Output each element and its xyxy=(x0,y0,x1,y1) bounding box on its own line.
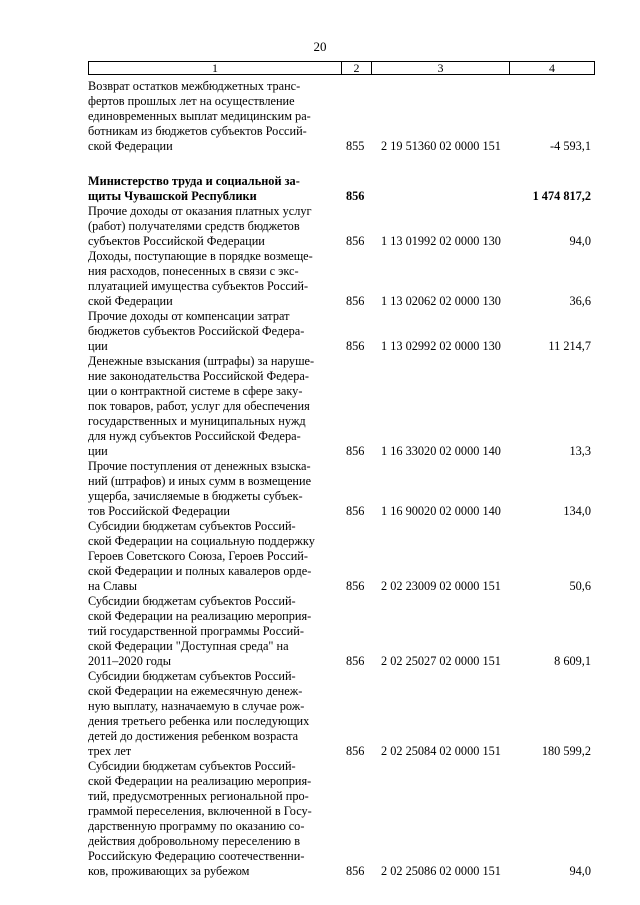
row-description: Денежные взыскания (штрафы) за наруше- ние законодательства Российской Федера- ции о контрактной системе в сфере заку- пок товаров, работ, услуг для обеспечения государственных и муниципальных нужд для нужд субъектов Российской Федера- ции xyxy=(88,354,315,458)
page-number: 20 xyxy=(313,39,327,54)
row-kbk-code: 1 16 33020 02 0000 140 xyxy=(381,444,501,458)
row-kbk-code: 1 13 02062 02 0000 130 xyxy=(381,294,501,308)
row-admin-code: 856 xyxy=(346,579,365,593)
table-row xyxy=(88,594,595,669)
row-admin-code: 856 xyxy=(346,444,365,458)
table-row xyxy=(88,519,595,594)
header-col-2: 2 xyxy=(342,62,372,74)
row-amount: 50,6 xyxy=(569,579,591,593)
table-row xyxy=(88,204,595,249)
row-description: Прочие доходы от компенсации затрат бюджетов субъектов Российской Федера- ции xyxy=(88,309,305,353)
row-amount: 180 599,2 xyxy=(541,744,591,758)
header-col-1: 1 xyxy=(89,62,342,74)
table-row xyxy=(88,759,595,879)
row-kbk-code: 1 16 90020 02 0000 140 xyxy=(381,504,501,518)
row-description: Прочие поступления от денежных взыска- ний (штрафов) и иных сумм в возмещение ущерба, зачисляемые в бюджеты субъек- тов Российской Федерации xyxy=(88,459,312,518)
row-kbk-code: 2 02 25086 02 0000 151 xyxy=(381,864,501,878)
table-row xyxy=(88,669,595,759)
row-kbk-code: 1 13 01992 02 0000 130 xyxy=(381,234,501,248)
row-admin-code: 856 xyxy=(346,339,365,353)
row-description: Доходы, поступающие в порядке возмеще- ния расходов, понесенных в связи с экс- плуатацией имущества субъектов Россий- ской Федерации xyxy=(88,249,313,308)
row-kbk-code: 2 02 25084 02 0000 151 xyxy=(381,744,501,758)
row-amount: 1 474 817,2 xyxy=(532,189,591,203)
row-amount: 11 214,7 xyxy=(548,339,591,353)
row-admin-code: 856 xyxy=(346,864,365,878)
row-description: Прочие доходы от оказания платных услуг (работ) получателями средств бюджетов субъектов Российской Федерации xyxy=(88,204,312,248)
row-amount: 8 609,1 xyxy=(554,654,591,668)
table-row xyxy=(88,459,595,519)
row-amount: 134,0 xyxy=(563,504,591,518)
table-body xyxy=(88,79,595,879)
row-description: Субсидии бюджетам субъектов Россий- ской Федерации на ежемесячную денеж- ную выплату, назначаемую в случае рож- дения третьего ребенка или последующих детей до достижения ребенком возраста трех лет xyxy=(88,669,310,758)
row-description: Министерство труда и социальной за- щиты Чувашской Республики xyxy=(88,174,300,203)
row-kbk-code: 2 02 23009 02 0000 151 xyxy=(381,579,501,593)
row-kbk-code: 2 02 25027 02 0000 151 xyxy=(381,654,501,668)
row-amount: 13,3 xyxy=(569,444,591,458)
row-admin-code: 856 xyxy=(346,294,365,308)
row-admin-code: 856 xyxy=(346,744,365,758)
row-amount: 36,6 xyxy=(569,294,591,308)
row-kbk-code: 2 19 51360 02 0000 151 xyxy=(381,139,501,153)
row-description: Субсидии бюджетам субъектов Россий- ской Федерации на реализацию мероприя- тий, предусмотренных региональной про- граммой переселения, включенной в Госу- дарственную программу по оказанию со- действия добровольному переселению в Российскую Федерацию соотечественни- ков, проживающих за рубежом xyxy=(88,759,312,878)
row-admin-code: 856 xyxy=(346,189,365,203)
row-description: Возврат остатков межбюджетных транс- фертов прошлых лет на осуществление единовременных выплат медицинским ра- ботникам из бюджетов субъектов Россий- ской Федерации xyxy=(88,79,311,153)
header-col-3: 3 xyxy=(372,62,510,74)
row-admin-code: 856 xyxy=(346,654,365,668)
section-gap xyxy=(88,154,595,174)
row-amount: 94,0 xyxy=(569,234,591,248)
row-amount: 94,0 xyxy=(569,864,591,878)
table-row xyxy=(88,354,595,459)
table-row xyxy=(88,309,595,354)
table-header xyxy=(88,61,595,75)
row-description: Субсидии бюджетам субъектов Россий- ской Федерации на реализацию мероприя- тий государственной программы Россий- ской Федерации "Доступная среда" на 2011–2020 годы xyxy=(88,594,312,668)
row-admin-code: 855 xyxy=(346,139,365,153)
table-row-section xyxy=(88,174,595,204)
row-amount: -4 593,1 xyxy=(550,139,591,153)
table-row xyxy=(88,249,595,309)
table-row xyxy=(88,79,595,154)
row-kbk-code: 1 13 02992 02 0000 130 xyxy=(381,339,501,353)
row-admin-code: 856 xyxy=(346,234,365,248)
row-admin-code: 856 xyxy=(346,504,365,518)
row-description: Субсидии бюджетам субъектов Россий- ской Федерации на социальную поддержку Героев Советского Союза, Героев Россий- ской Федерации и полных кавалеров орде- на Славы xyxy=(88,519,315,593)
header-col-4: 4 xyxy=(549,61,555,75)
